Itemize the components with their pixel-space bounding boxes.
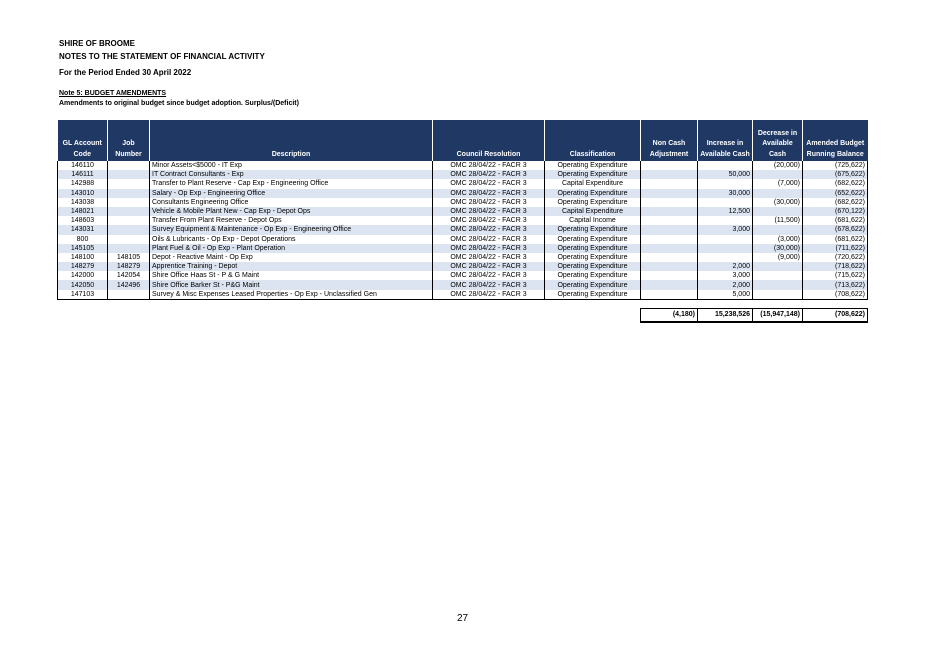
table-cell: Salary - Op Exp - Engineering Office xyxy=(150,189,433,198)
table-row xyxy=(58,189,868,198)
table-row xyxy=(58,179,868,188)
table-cell xyxy=(698,235,753,244)
table-cell: (718,622) xyxy=(803,262,868,271)
table-cell: 146111 xyxy=(58,170,108,179)
table-cell: 143038 xyxy=(58,198,108,207)
table-cell: Operating Expenditure xyxy=(545,280,641,289)
column-header: Classification xyxy=(545,120,641,161)
table-cell: (20,000) xyxy=(753,161,803,170)
table-cell: (720,622) xyxy=(803,253,868,262)
table-cell: Operating Expenditure xyxy=(545,225,641,234)
column-header: Decrease in Available Cash xyxy=(753,120,803,161)
table-cell: 2,000 xyxy=(698,262,753,271)
column-header: Increase in Available Cash xyxy=(698,120,753,161)
table-cell: Survey Equipment & Maintenance - Op Exp - Engineering Office xyxy=(150,225,433,234)
table-cell xyxy=(698,244,753,253)
table-cell: (681,622) xyxy=(803,235,868,244)
totals-row xyxy=(58,308,868,322)
table-row xyxy=(58,170,868,179)
table-cell: 142496 xyxy=(108,280,150,289)
table-cell xyxy=(698,198,753,207)
table-cell: Shire Office Barker St - P&G Maint xyxy=(150,280,433,289)
table-cell xyxy=(641,189,698,198)
total-balance: (708,622) xyxy=(803,308,868,322)
table-cell: (715,622) xyxy=(803,271,868,280)
table-cell: Apprentice Training - Depot xyxy=(150,262,433,271)
table-cell: OMC 28/04/22 - FACR 3 xyxy=(433,179,545,188)
table-cell: Operating Expenditure xyxy=(545,253,641,262)
table-cell: Operating Expenditure xyxy=(545,170,641,179)
table-row xyxy=(58,225,868,234)
table-cell: OMC 28/04/22 - FACR 3 xyxy=(433,189,545,198)
table-cell: 148105 xyxy=(108,253,150,262)
table-cell: IT Contract Consultants - Exp xyxy=(150,170,433,179)
table-cell xyxy=(641,225,698,234)
table-cell: OMC 28/04/22 - FACR 3 xyxy=(433,271,545,280)
total-increase: 15,238,526 xyxy=(698,308,753,322)
table-cell: 142050 xyxy=(58,280,108,289)
table-cell: (682,622) xyxy=(803,198,868,207)
total-decrease: (15,947,148) xyxy=(753,308,803,322)
table-cell: (681,622) xyxy=(803,216,868,225)
table-cell: (708,622) xyxy=(803,290,868,300)
table-cell: Operating Expenditure xyxy=(545,189,641,198)
table-cell xyxy=(698,161,753,170)
table-cell xyxy=(108,207,150,216)
table-row xyxy=(58,216,868,225)
table-cell: 148603 xyxy=(58,216,108,225)
table-cell: OMC 28/04/22 - FACR 3 xyxy=(433,161,545,170)
table-cell xyxy=(641,290,698,300)
table-cell: 145105 xyxy=(58,244,108,253)
table-row xyxy=(58,207,868,216)
table-cell: 30,000 xyxy=(698,189,753,198)
table-cell xyxy=(641,179,698,188)
table-cell: OMC 28/04/22 - FACR 3 xyxy=(433,170,545,179)
table-cell: Capital Income xyxy=(545,216,641,225)
table-cell xyxy=(641,280,698,289)
table-cell: OMC 28/04/22 - FACR 3 xyxy=(433,216,545,225)
table-cell: (652,622) xyxy=(803,189,868,198)
table-cell: Oils & Lubricants - Op Exp - Depot Operations xyxy=(150,235,433,244)
table-cell xyxy=(641,262,698,271)
table-cell xyxy=(108,161,150,170)
table-row xyxy=(58,271,868,280)
table-cell: Operating Expenditure xyxy=(545,235,641,244)
table-cell: 3,000 xyxy=(698,271,753,280)
table-row xyxy=(58,280,868,289)
table-cell xyxy=(641,170,698,179)
table-row xyxy=(58,235,868,244)
table-cell: (678,622) xyxy=(803,225,868,234)
table-cell: 147103 xyxy=(58,290,108,300)
table-cell xyxy=(698,216,753,225)
table-cell xyxy=(753,271,803,280)
table-header-row xyxy=(58,120,868,161)
column-header: Amended Budget Running Balance xyxy=(803,120,868,161)
table-cell: Plant Fuel & Oil - Op Exp - Plant Operation xyxy=(150,244,433,253)
table-cell: 148279 xyxy=(108,262,150,271)
table-cell: Shire Office Haas St - P & G Maint xyxy=(150,271,433,280)
table-cell: Transfer From Plant Reserve - Depot Ops xyxy=(150,216,433,225)
table-cell: Operating Expenditure xyxy=(545,262,641,271)
table-cell xyxy=(753,225,803,234)
table-cell: Minor Assets<$5000 - IT Exp xyxy=(150,161,433,170)
table-cell: (3,000) xyxy=(753,235,803,244)
table-cell: OMC 28/04/22 - FACR 3 xyxy=(433,235,545,244)
table-cell: OMC 28/04/22 - FACR 3 xyxy=(433,280,545,289)
table-row xyxy=(58,198,868,207)
table-cell: (30,000) xyxy=(753,244,803,253)
table-cell: Survey & Misc Expenses Leased Properties - Op Exp - Unclassified Gen xyxy=(150,290,433,300)
table-cell: (682,622) xyxy=(803,179,868,188)
table-cell: 146110 xyxy=(58,161,108,170)
table-cell xyxy=(108,198,150,207)
table-cell: Capital Expenditure xyxy=(545,179,641,188)
table-cell: Operating Expenditure xyxy=(545,198,641,207)
table-cell: 5,000 xyxy=(698,290,753,300)
table-cell: Capital Expenditure xyxy=(545,207,641,216)
table-cell: OMC 28/04/22 - FACR 3 xyxy=(433,262,545,271)
table-cell: 143010 xyxy=(58,189,108,198)
table-row xyxy=(58,253,868,262)
period-title: For the Period Ended 30 April 2022 xyxy=(59,68,192,77)
table-cell xyxy=(108,290,150,300)
total-non-cash: (4,180) xyxy=(641,308,698,322)
table-cell xyxy=(753,262,803,271)
table-cell: OMC 28/04/22 - FACR 3 xyxy=(433,244,545,253)
table-cell: OMC 28/04/22 - FACR 3 xyxy=(433,290,545,300)
column-header: Non Cash Adjustment xyxy=(641,120,698,161)
table-cell: 2,000 xyxy=(698,280,753,289)
page-number: 27 xyxy=(456,613,469,624)
table-cell xyxy=(753,170,803,179)
table-cell: 3,000 xyxy=(698,225,753,234)
table-cell xyxy=(641,207,698,216)
table-cell: Operating Expenditure xyxy=(545,244,641,253)
table-cell: (711,622) xyxy=(803,244,868,253)
table-cell: Consultants Engineering Office xyxy=(150,198,433,207)
table-cell: Operating Expenditure xyxy=(545,271,641,280)
note-subtitle: Amendments to original budget since budget adoption. Surplus/(Deficit) xyxy=(59,100,299,107)
table-cell: 148279 xyxy=(58,262,108,271)
table-cell: Depot - Reactive Maint - Op Exp xyxy=(150,253,433,262)
table-cell: OMC 28/04/22 - FACR 3 xyxy=(433,253,545,262)
table-row xyxy=(58,244,868,253)
table-cell xyxy=(641,216,698,225)
column-header: Description xyxy=(150,120,433,161)
table-cell xyxy=(641,161,698,170)
table-cell xyxy=(641,244,698,253)
table-cell: 142988 xyxy=(58,179,108,188)
table-cell: Transfer to Plant Reserve - Cap Exp - Engineering Office xyxy=(150,179,433,188)
table-cell xyxy=(753,189,803,198)
table-cell xyxy=(641,253,698,262)
table-cell xyxy=(108,170,150,179)
table-cell: (30,000) xyxy=(753,198,803,207)
table-row xyxy=(58,262,868,271)
table-cell xyxy=(108,235,150,244)
table-cell xyxy=(108,216,150,225)
table-cell: OMC 28/04/22 - FACR 3 xyxy=(433,225,545,234)
table-cell: (7,000) xyxy=(753,179,803,188)
note-title: Note 5: BUDGET AMENDMENTS xyxy=(59,90,167,97)
table-row xyxy=(58,161,868,170)
table-cell xyxy=(641,198,698,207)
table-cell: 12,500 xyxy=(698,207,753,216)
table-cell: Vehicle & Mobile Plant New - Cap Exp - Depot Ops xyxy=(150,207,433,216)
table-cell: (713,622) xyxy=(803,280,868,289)
table-cell xyxy=(641,235,698,244)
budget-amendments-table xyxy=(57,120,868,323)
table-cell: 148021 xyxy=(58,207,108,216)
table-cell: (725,622) xyxy=(803,161,868,170)
column-header: Council Resolution xyxy=(433,120,545,161)
table-cell xyxy=(698,253,753,262)
column-header: GL Account Code xyxy=(58,120,108,161)
table-cell xyxy=(753,207,803,216)
table-cell xyxy=(753,280,803,289)
table-row xyxy=(58,290,868,300)
table-cell: Operating Expenditure xyxy=(545,161,641,170)
table-cell xyxy=(108,179,150,188)
table-cell: 148100 xyxy=(58,253,108,262)
table-cell xyxy=(753,290,803,300)
table-cell: (670,122) xyxy=(803,207,868,216)
table-cell xyxy=(108,225,150,234)
table-cell: 50,000 xyxy=(698,170,753,179)
table-cell: Operating Expenditure xyxy=(545,290,641,300)
table-cell: 143031 xyxy=(58,225,108,234)
table-cell: (11,500) xyxy=(753,216,803,225)
table-cell: (9,000) xyxy=(753,253,803,262)
table-cell: OMC 28/04/22 - FACR 3 xyxy=(433,198,545,207)
report-title: NOTES TO THE STATEMENT OF FINANCIAL ACTIVITY xyxy=(59,52,265,61)
table-cell xyxy=(641,271,698,280)
table-cell xyxy=(108,244,150,253)
table-cell: 800 xyxy=(58,235,108,244)
table-cell xyxy=(698,179,753,188)
table-cell xyxy=(108,189,150,198)
table-cell: 142054 xyxy=(108,271,150,280)
table-cell: OMC 28/04/22 - FACR 3 xyxy=(433,207,545,216)
table-cell: (675,622) xyxy=(803,170,868,179)
org-name: SHIRE OF BROOME xyxy=(59,39,136,48)
column-header: Job Number xyxy=(108,120,150,161)
table-cell: 142000 xyxy=(58,271,108,280)
